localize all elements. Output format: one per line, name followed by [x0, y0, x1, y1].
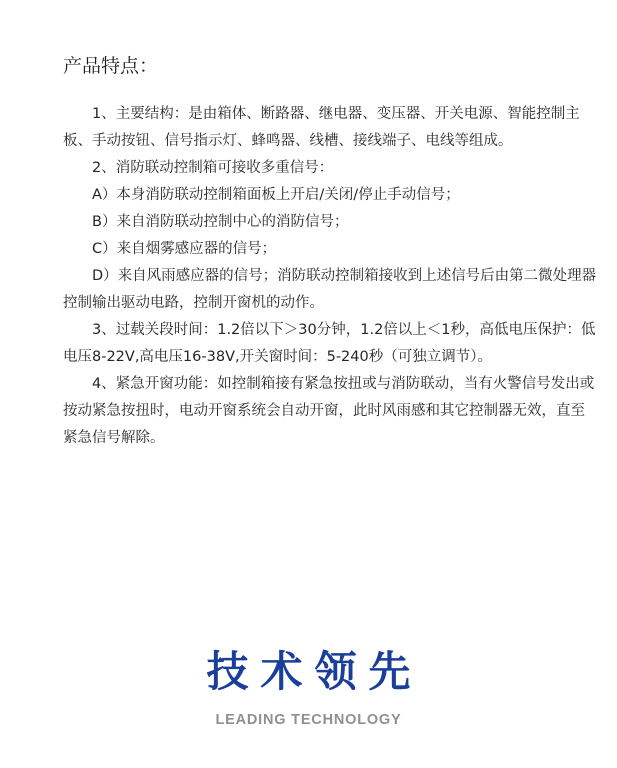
brand-title: 技术领先 — [206, 647, 423, 696]
feature-paragraph-emergency: 4、紧急开窗功能：如控制箱接有紧急按扭或与消防联动，当有火警信号发出或按动紧急按扭时，电动开窗系统会自动开窗，此时风雨感和其它控制器无效，直至紧急信号解除。 — [63, 376, 595, 446]
brand-block — [0, 645, 617, 729]
brand-subtitle: LEADING TECHNOLOGY — [215, 712, 402, 728]
signal-item-a: A）本身消防联动控制箱面板上开启/关闭/停止手动信号； — [92, 187, 460, 203]
section-heading: 产品特点： — [63, 55, 159, 77]
feature-paragraph-structure: 1、主要结构：是由箱体、断路器、继电器、变压器、开关电源、智能控制主板、手动按钮、信号指示灯、蜂鸣器、线槽、接线端子、电线等组成。 — [63, 106, 580, 149]
features-body — [63, 101, 599, 452]
signal-item-d: D）来自风雨感应器的信号；消防联动控制箱接收到上述信号后由第二微处理器控制输出驱动电路，控制开窗机的动作。 — [63, 268, 597, 311]
signal-item-b: B）来自消防联动控制中心的消防信号； — [92, 214, 349, 230]
feature-paragraph-signals: 2、消防联动控制箱可接收多重信号： — [92, 160, 334, 176]
signal-item-c: C）来自烟雾感应器的信号； — [92, 241, 277, 257]
feature-paragraph-overload: 3、过载关段时间：1.2倍以下＞30分钟，1.2倍以上＜1秒，高低电压保护：低电压8-22V,高电压16-38V,开关窗时间：5-240秒（可独立调节）。 — [63, 322, 596, 365]
